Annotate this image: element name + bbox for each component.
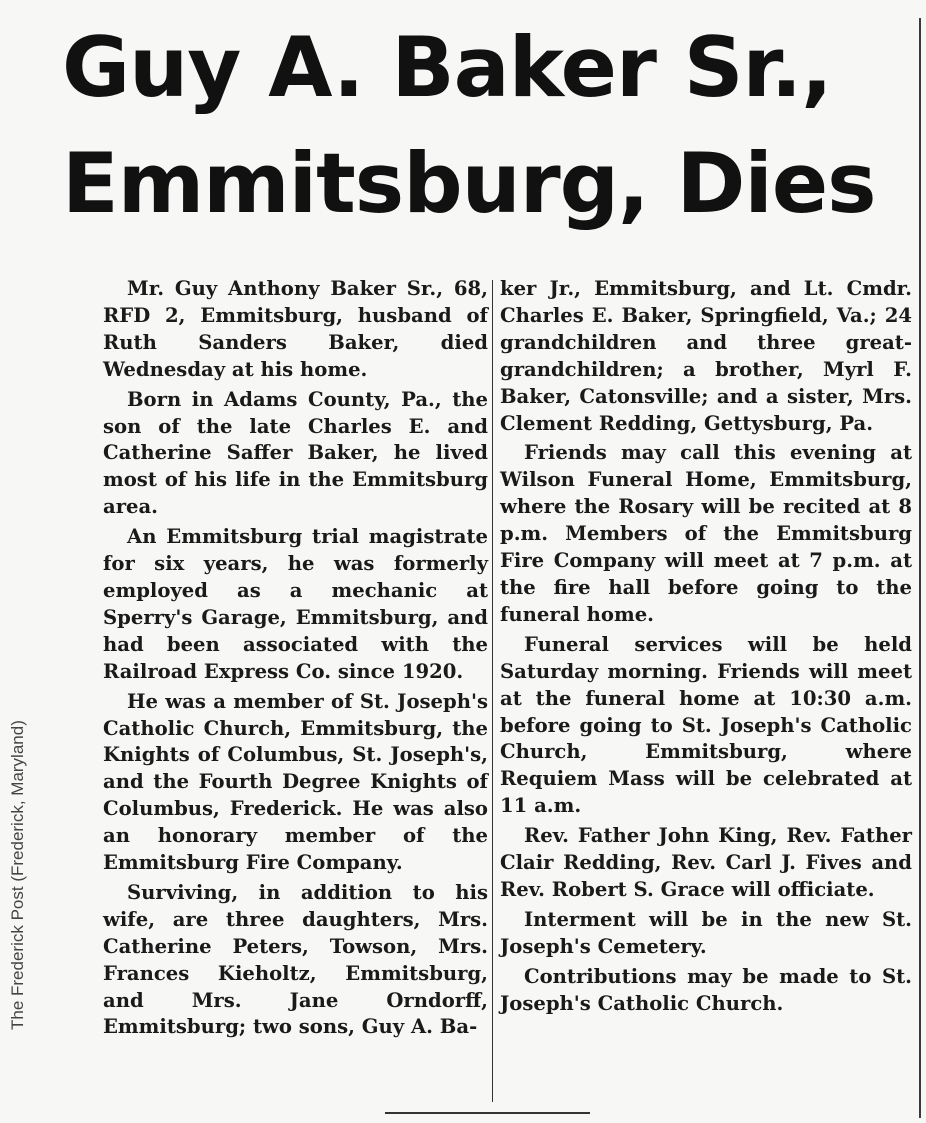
paragraph: He was a member of St. Joseph's Catholic Church, Emmitsburg, the Knights of Columbus, St. Joseph's, and the Fourth Degree Knights of Columbus, Frederick. He was also an honorary member of the Emmitsburg Fire Company. [103,689,488,875]
paragraph: ker Jr., Emmitsburg, and Lt. Cmdr. Charles E. Baker, Springfield, Va.; 24 grandchildren and three great-grandchildren; a brother, Myrl F. Baker, Catonsville; and a sister, Mrs. Clement Redding, Gettysburg, Pa. [500,277,912,435]
paragraph: Friends may call this evening at Wilson Funeral Home, Emmitsburg, where the Rosary will be recited at 8 p.m. Members of the Emmitsburg Fire Company will meet at 7 p.m. at the fire hall before going to the funeral home. [500,441,912,626]
paragraph: Surviving, in addition to his wife, are three daughters, Mrs. Catherine Peters, Towson, Mrs. Frances Kieholtz, Emmitsburg, and Mrs. Jane Orndorff, Emmitsburg; two sons, Guy A. Ba- [103,880,488,1039]
paragraph: An Emmitsburg trial magistrate for six years, he was formerly employed as a mechanic at Sperry's Garage, Emmitsburg, and had been associated with the Railroad Express Co. since 1920. [103,525,488,683]
source-credit: The Frederick Post (Frederick, Maryland) [8,720,27,1030]
headline-line-1: Guy A. Baker Sr., [62,19,832,116]
headline-line-2: Emmitsburg, Dies [62,135,876,232]
paragraph: Interment will be in the new St. Joseph's Cemetery. [500,907,912,958]
paragraph: Rev. Father John King, Rev. Father Clair Redding, Rev. Carl J. Fives and Rev. Robert S. Grace will officiate. [500,824,912,901]
article-column-right [500,276,912,1020]
paragraph: Mr. Guy Anthony Baker Sr., 68, RFD 2, Emmitsburg, husband of Ruth Sanders Baker, died Wednesday at his home. [103,277,488,381]
headline [62,10,912,242]
column-divider [492,280,493,1102]
article-column-left [103,276,488,1044]
end-rule [385,1112,590,1114]
paragraph: Funeral services will be held Saturday morning. Friends will meet at the funeral home at 10:30 a.m. before going to St. Joseph's Catholic Church, Emmitsburg, where Requiem Mass will be celebrated at 11 a.m. [500,632,912,818]
column-rule-right [919,18,921,1118]
paragraph: Contributions may be made to St. Joseph's Catholic Church. [500,964,912,1015]
paragraph: Born in Adams County, Pa., the son of the late Charles E. and Catherine Saffer Baker, he lived most of his life in the Emmitsburg area. [103,387,488,519]
